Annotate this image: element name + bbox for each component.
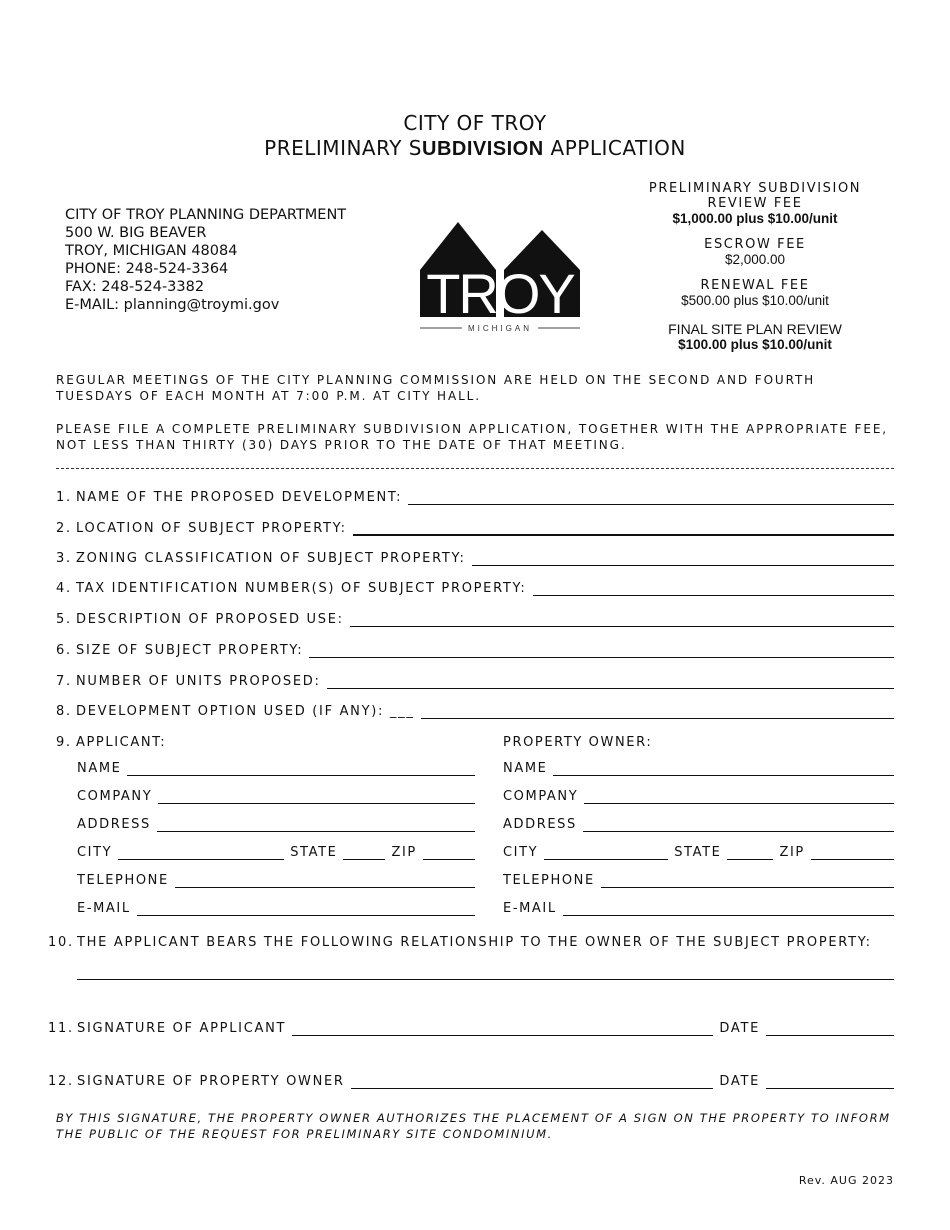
applicant-telephone-input[interactable]	[175, 873, 475, 888]
fee-review-heading: PRELIMINARY SUBDIVISION	[648, 181, 862, 196]
owner-city-row	[503, 840, 894, 860]
applicant-zip-input[interactable]	[423, 845, 475, 860]
owner-state-label: STATE	[674, 845, 722, 860]
applicant-address-row	[77, 812, 475, 832]
tax-id-input[interactable]	[533, 581, 894, 596]
department-fax: FAX: 248-524-3382	[65, 279, 205, 295]
field-number: 2.	[56, 521, 72, 536]
owner-company-label: COMPANY	[503, 789, 579, 804]
form-title: CITY OF TROY	[403, 111, 547, 135]
field-development-option	[56, 699, 894, 719]
field-label: SIZE OF SUBJECT PROPERTY:	[76, 643, 304, 658]
applicant-label: APPLICANT:	[76, 735, 167, 750]
department-address	[65, 206, 346, 314]
owner-name-row	[503, 756, 894, 776]
owner-name-label: NAME	[503, 761, 548, 776]
form-subtitle	[0, 136, 950, 161]
field-label: DESCRIPTION OF PROPOSED USE:	[76, 612, 344, 627]
field-label: TAX IDENTIFICATION NUMBER(S) OF SUBJECT PROPERTY:	[76, 581, 527, 596]
location-input[interactable]	[353, 520, 894, 536]
fee-renewal	[640, 278, 870, 309]
field-number: 7.	[56, 674, 72, 689]
field-number: 3.	[56, 551, 72, 566]
field-number: 10.	[48, 935, 74, 950]
divider	[56, 468, 894, 469]
proposed-use-input[interactable]	[350, 612, 894, 627]
applicant-city-row	[77, 840, 475, 860]
relationship-row	[48, 930, 894, 950]
department-name: CITY OF TROY PLANNING DEPARTMENT	[65, 207, 347, 223]
applicant-company-label: COMPANY	[77, 789, 153, 804]
owner-date-input[interactable]	[766, 1074, 894, 1089]
department-phone: PHONE: 248-524-3364	[65, 261, 229, 277]
field-units	[56, 669, 894, 689]
field-proposed-use	[56, 607, 894, 627]
field-size	[56, 638, 894, 658]
applicant-telephone-label: TELEPHONE	[77, 873, 169, 888]
fee-review-value: $1,000.00 plus $10.00/unit	[672, 211, 838, 226]
relationship-label: THE APPLICANT BEARS THE FOLLOWING RELATIONSHIP TO THE OWNER OF THE SUBJECT PROPERTY:	[77, 935, 872, 950]
owner-address-input[interactable]	[583, 817, 894, 832]
owner-city-input[interactable]	[544, 845, 668, 860]
owner-signature-input[interactable]	[351, 1074, 714, 1089]
owner-telephone-label: TELEPHONE	[503, 873, 595, 888]
applicant-name-label: NAME	[77, 761, 122, 776]
units-input[interactable]	[327, 674, 894, 689]
applicant-signature-label: SIGNATURE OF APPLICANT	[77, 1021, 287, 1036]
owner-address-label: ADDRESS	[503, 817, 577, 832]
owner-zip-label: ZIP	[779, 845, 805, 860]
applicant-signature-input[interactable]	[292, 1021, 713, 1036]
field-tax-id	[56, 576, 894, 596]
fee-escrow-heading: ESCROW FEE	[704, 237, 806, 252]
subtitle-bold: UBDIVISION	[422, 138, 544, 160]
field-label: NUMBER OF UNITS PROPOSED:	[76, 674, 321, 689]
owner-telephone-row	[503, 868, 894, 888]
applicant-date-label: DATE	[719, 1021, 760, 1036]
owner-date-label: DATE	[719, 1074, 760, 1089]
applicant-company-input[interactable]	[158, 789, 475, 804]
fee-final-heading: FINAL SITE PLAN REVIEW	[668, 321, 842, 337]
applicant-name-input[interactable]	[127, 761, 475, 776]
applicant-address-input[interactable]	[157, 817, 475, 832]
owner-telephone-input[interactable]	[601, 873, 894, 888]
development-name-input[interactable]	[408, 490, 894, 505]
owner-state-input[interactable]	[727, 845, 773, 860]
owner-heading: PROPERTY OWNER:	[503, 735, 653, 750]
applicant-signature-row	[48, 1016, 894, 1036]
field-number: 12.	[48, 1074, 74, 1089]
field-number: 8.	[56, 704, 72, 719]
fee-escrow-value: $2,000.00	[724, 252, 786, 267]
fee-review-heading2: REVIEW FEE	[707, 196, 803, 211]
applicant-state-label: STATE	[290, 845, 338, 860]
field-development-name	[56, 485, 894, 505]
field-label: NAME OF THE PROPOSED DEVELOPMENT:	[76, 490, 403, 505]
revision-label: Rev. AUG 2023	[798, 1174, 894, 1187]
troy-logo	[418, 222, 582, 334]
field-zoning	[56, 546, 894, 566]
subtitle-post: APPLICATION	[543, 136, 686, 160]
fee-renewal-heading: RENEWAL FEE	[700, 278, 810, 293]
department-street: 500 W. BIG BEAVER	[65, 225, 207, 241]
field-label: DEVELOPMENT OPTION USED (IF ANY): ___	[76, 704, 415, 719]
owner-company-input[interactable]	[584, 789, 894, 804]
owner-email-row	[503, 896, 894, 916]
field-number: 11.	[48, 1021, 74, 1036]
applicant-email-label: E-MAIL	[77, 901, 131, 916]
applicant-city-input[interactable]	[118, 845, 284, 860]
logo-subtext: MICHIGAN	[468, 324, 532, 333]
owner-signature-row	[48, 1069, 894, 1089]
owner-zip-input[interactable]	[811, 845, 894, 860]
field-number: 9.	[56, 735, 72, 750]
zoning-input[interactable]	[472, 551, 894, 566]
fee-escrow	[640, 237, 870, 268]
department-email: E-MAIL: planning@troymi.gov	[65, 297, 280, 313]
applicant-company-row	[77, 784, 475, 804]
fee-schedule	[640, 181, 870, 353]
owner-address-row	[503, 812, 894, 832]
field-label: ZONING CLASSIFICATION OF SUBJECT PROPERTY:	[76, 551, 466, 566]
meeting-notice: REGULAR MEETINGS OF THE CITY PLANNING COMMISSION ARE HELD ON THE SECOND AND FOURTH TUESDAYS OF EACH MONTH AT 7:00 P.M. AT CITY HALL.	[56, 373, 816, 403]
applicant-state-input[interactable]	[343, 845, 385, 860]
department-city: TROY, MICHIGAN 48084	[65, 243, 238, 259]
authorization-note: BY THIS SIGNATURE, THE PROPERTY OWNER AUTHORIZES THE PLACEMENT OF A SIGN ON THE PROPERTY TO INFORM THE PUBLIC OF THE REQUEST FOR PRELIMINARY SITE CONDOMINIUM.	[56, 1111, 891, 1141]
applicant-name-row	[77, 756, 475, 776]
applicant-heading	[56, 730, 166, 750]
applicant-date-input[interactable]	[766, 1021, 894, 1036]
size-input[interactable]	[309, 643, 894, 658]
owner-signature-label: SIGNATURE OF PROPERTY OWNER	[77, 1074, 345, 1089]
owner-name-input[interactable]	[553, 761, 894, 776]
applicant-address-label: ADDRESS	[77, 817, 151, 832]
fee-review	[640, 181, 870, 227]
fee-final	[640, 321, 870, 353]
fee-final-value: $100.00 plus $10.00/unit	[678, 337, 832, 352]
logo-wordmark: TROY	[426, 262, 574, 325]
applicant-email-input[interactable]	[137, 901, 475, 916]
filing-notice: PLEASE FILE A COMPLETE PRELIMINARY SUBDIVISION APPLICATION, TOGETHER WITH THE APPROPRIATE FEE, NOT LESS THAN THIRTY (30) DAYS PRIOR TO THE DATE OF THAT MEETING.	[56, 422, 889, 452]
owner-city-label: CITY	[503, 845, 539, 860]
field-number: 6.	[56, 643, 72, 658]
subtitle-pre: PRELIMINARY S	[264, 136, 422, 160]
applicant-telephone-row	[77, 868, 475, 888]
field-number: 4.	[56, 581, 72, 596]
field-location	[56, 516, 894, 536]
owner-company-row	[503, 784, 894, 804]
field-number: 5.	[56, 612, 72, 627]
applicant-email-row	[77, 896, 475, 916]
field-number: 1.	[56, 490, 72, 505]
development-option-input[interactable]	[421, 704, 894, 719]
applicant-city-label: CITY	[77, 845, 113, 860]
owner-email-label: E-MAIL	[503, 901, 557, 916]
relationship-input[interactable]	[77, 979, 894, 980]
owner-email-input[interactable]	[563, 901, 894, 916]
fee-renewal-value: $500.00 plus $10.00/unit	[681, 293, 829, 308]
applicant-zip-label: ZIP	[391, 845, 417, 860]
field-label: LOCATION OF SUBJECT PROPERTY:	[76, 521, 347, 536]
